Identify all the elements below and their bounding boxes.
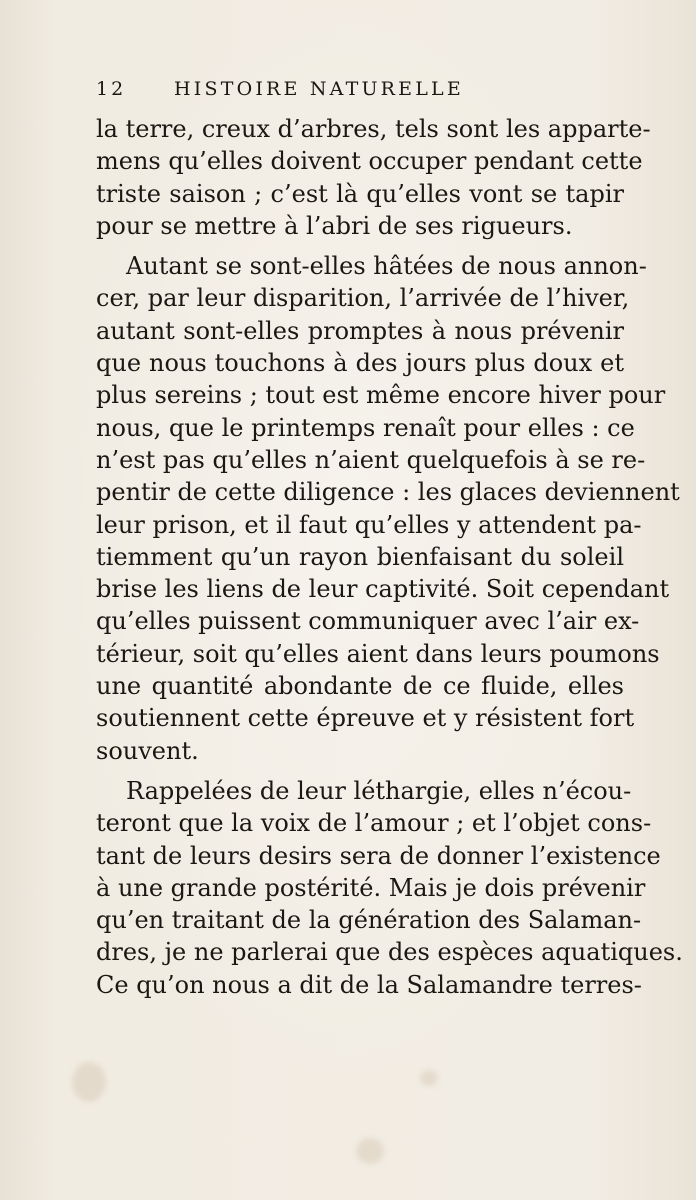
text-line: teront que la voix de l’amour ; et l’objet cons- bbox=[96, 809, 652, 838]
text-line: pentir de cette diligence : les glaces deviennent bbox=[96, 478, 680, 507]
text-line: soutiennent cette épreuve et y résistent fort bbox=[96, 704, 635, 733]
text-line: brise les liens de leur captivité. Soit cependant bbox=[96, 575, 670, 604]
text-line: Rappelées de leur léthargie, elles n’écou- bbox=[126, 776, 632, 805]
page-header bbox=[92, 78, 632, 108]
text-line: à une grande postérité. Mais je dois prévenir bbox=[96, 873, 646, 902]
text-line: tant de leurs desirs sera de donner l’existence bbox=[96, 841, 661, 870]
text-line: autant sont-elles promptes à nous prévenir bbox=[96, 316, 624, 345]
text-line: nous, que le printemps renaît pour elles : ce bbox=[96, 413, 635, 442]
text-line: tiemment qu’un rayon bienfaisant du soleil bbox=[96, 542, 624, 571]
text-line: qu’elles puissent communiquer avec l’air ex- bbox=[96, 607, 640, 636]
paper-stain bbox=[72, 1062, 106, 1102]
text-line: n’est pas qu’elles n’aient quelquefois à se re- bbox=[96, 445, 646, 474]
text-line: Ce qu’on nous a dit de la Salamandre terres- bbox=[96, 970, 642, 999]
text-line: pour se mettre à l’abri de ses rigueurs. bbox=[96, 211, 573, 240]
text-line: dres, je ne parlerai que des espèces aquatiques. bbox=[96, 938, 683, 967]
text-line: qu’en traitant de la génération des Salaman- bbox=[96, 906, 642, 935]
paragraph bbox=[96, 775, 683, 1001]
paper-stain bbox=[356, 1138, 384, 1164]
text-line: triste saison ; c’est là qu’elles vont se tapir bbox=[96, 179, 624, 208]
page-number: 12 bbox=[96, 78, 127, 100]
text-line: Autant se sont-elles hâtées de nous annon- bbox=[126, 252, 647, 281]
paragraph bbox=[96, 250, 680, 767]
text-line: plus sereins ; tout est même encore hiver pour bbox=[96, 381, 666, 410]
text-line: mens qu’elles doivent occuper pendant cette bbox=[96, 147, 643, 176]
text-line: cer, par leur disparition, l’arrivée de l’hiver, bbox=[96, 284, 630, 313]
paragraph bbox=[96, 113, 651, 242]
text-line: leur prison, et il faut qu’elles y attendent pa- bbox=[96, 510, 642, 539]
body-text bbox=[96, 113, 683, 1001]
text-line: une quantité abondante de ce fluide, elles bbox=[96, 672, 624, 701]
text-line: souvent. bbox=[96, 736, 199, 765]
text-line: térieur, soit qu’elles aient dans leurs poumons bbox=[96, 639, 660, 668]
running-title: HISTOIRE NATURELLE bbox=[174, 78, 464, 100]
text-line: que nous touchons à des jours plus doux et bbox=[96, 349, 624, 378]
paper-stain bbox=[420, 1070, 438, 1086]
text-line: la terre, creux d’arbres, tels sont les apparte- bbox=[96, 115, 651, 143]
